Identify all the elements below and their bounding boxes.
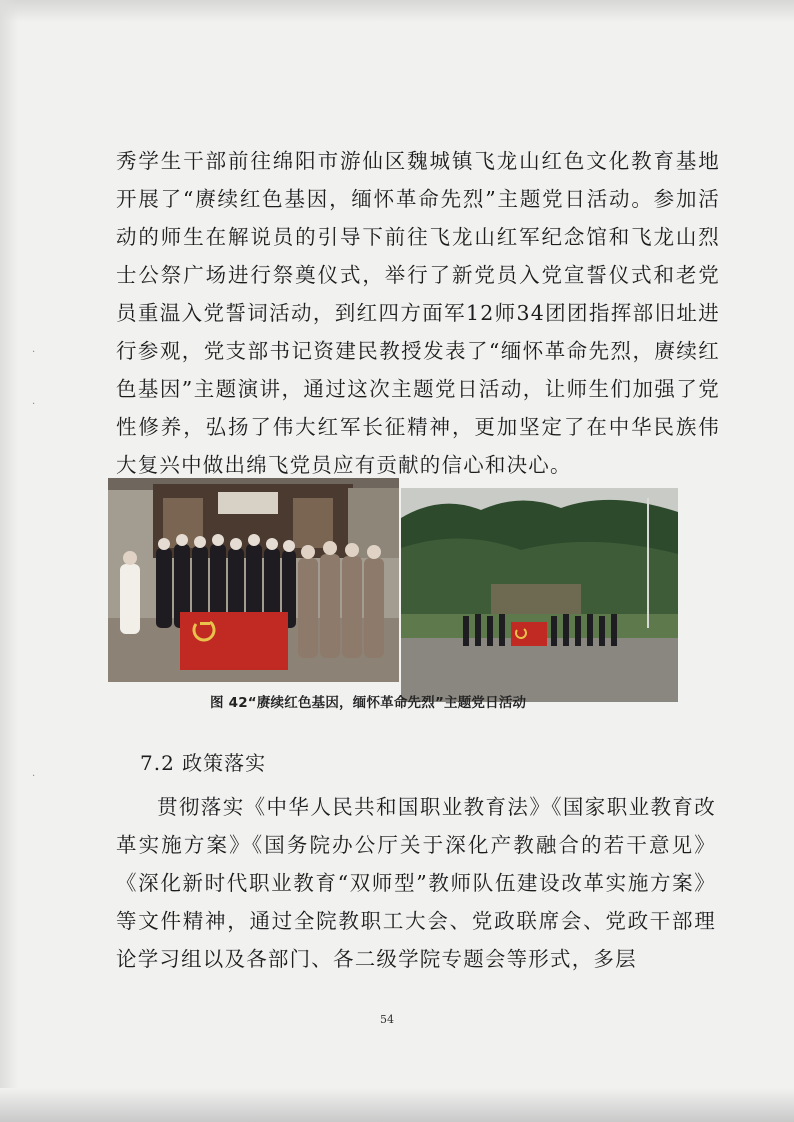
- scan-top-shadow: [0, 0, 794, 22]
- figure-caption: 图 42“赓续红色基因，缅怀革命先烈”主题党日活动: [210, 695, 527, 711]
- scan-speck: ·: [32, 399, 36, 410]
- body-paragraph-1: 秀学生干部前往绵阳市游仙区魏城镇飞龙山红色文化教育基地开展了“赓续红色基因，缅怀革命先烈”主题党日活动。参加活动的师生在解说员的引导下前往飞龙山红军纪念馆和飞龙山烈士公祭广场进行祭奠仪式，举行了新党员入党宣誓仪式和老党员重温入党誓词活动，到红四方面军12师34团团指挥部旧址进行参观，党支部书记资建民教授发表了“缅怀革命先烈，赓续红色基因”主题演讲，通过这次主题党日活动，让师生们加强了党性修养，弘扬了伟大红军长征精神，更加坚定了在中华民族伟大复兴中做出绵飞党员应有贡献的信心和决心。: [116, 149, 720, 477]
- section-heading: 7.2 政策落实: [140, 751, 267, 775]
- photo-group-at-memorial-hall: [108, 478, 399, 682]
- page-number: 54: [380, 1013, 394, 1026]
- scan-bottom-shadow: [0, 1088, 794, 1122]
- scan-speck: ·: [32, 347, 36, 358]
- body-paragraph-2: 贯彻落实《中华人民共和国职业教育法》《国家职业教育改革实施方案》《国务院办公厅关于深化产教融合的若干意见》《深化新时代职业教育“双师型”教师队伍建设改革实施方案》等文件精神，通过全院教职工大会、党政联席会、党政干部理论学习组以及各部门、各二级学院专题会等形式，多层: [116, 795, 716, 971]
- photo-group-at-memorial-square: [401, 488, 678, 702]
- scan-speck: ·: [32, 771, 36, 782]
- photo-group-at-memorial-square-image: [401, 488, 678, 702]
- photo-group-at-memorial-hall-image: [108, 478, 399, 682]
- scan-left-edge: [0, 0, 18, 1122]
